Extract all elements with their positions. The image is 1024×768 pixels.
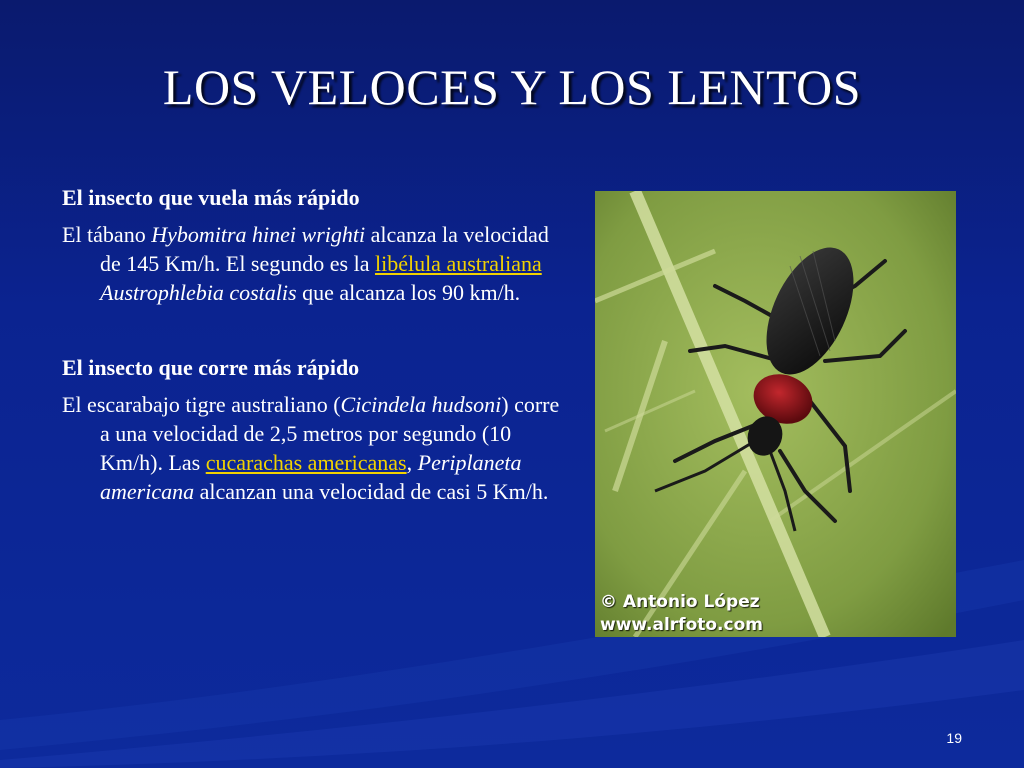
text-segment: El escarabajo tigre australiano ( — [62, 392, 341, 417]
scientific-name: Cicindela hudsoni — [340, 392, 502, 417]
scientific-name: Austrophlebia costalis — [100, 280, 297, 305]
slide-title: LOS VELOCES Y LOS LENTOS — [162, 59, 862, 115]
paragraph-fly — [62, 220, 562, 307]
page-number: 19 — [946, 730, 962, 746]
text-segment: El tábano — [62, 222, 152, 247]
link-cucarachas-americanas[interactable]: cucarachas americanas — [205, 450, 407, 475]
text-segment: alcanzan una velocidad de casi 5 Km/h. — [194, 479, 549, 504]
section-heading-fly: El insecto que vuela más rápido — [62, 185, 360, 210]
photo-credit-website: www.alrfoto.com — [600, 615, 763, 635]
slide-body — [62, 183, 562, 506]
text-segment: ) corre a una velocidad de 2,5 metros por segundo (10 Km/h). Las — [100, 392, 560, 475]
section-heading-run: El insecto que corre más rápido — [62, 355, 360, 380]
text-segment: alcanza la velocidad de 145 Km/h. El segundo es la — [100, 222, 549, 276]
beetle-photo — [595, 191, 956, 637]
scientific-name: Hybomitra hinei wrighti — [151, 222, 366, 247]
scientific-name: Periplaneta americana — [100, 450, 522, 504]
beetle-illustration — [595, 191, 956, 637]
photo-credit-author: © Antonio López — [600, 592, 760, 612]
text-segment: que alcanza los 90 km/h. — [296, 280, 521, 305]
paragraph-run — [62, 390, 562, 506]
text-segment: , — [406, 450, 418, 475]
link-libelula-australiana[interactable]: libélula australiana — [374, 251, 542, 276]
